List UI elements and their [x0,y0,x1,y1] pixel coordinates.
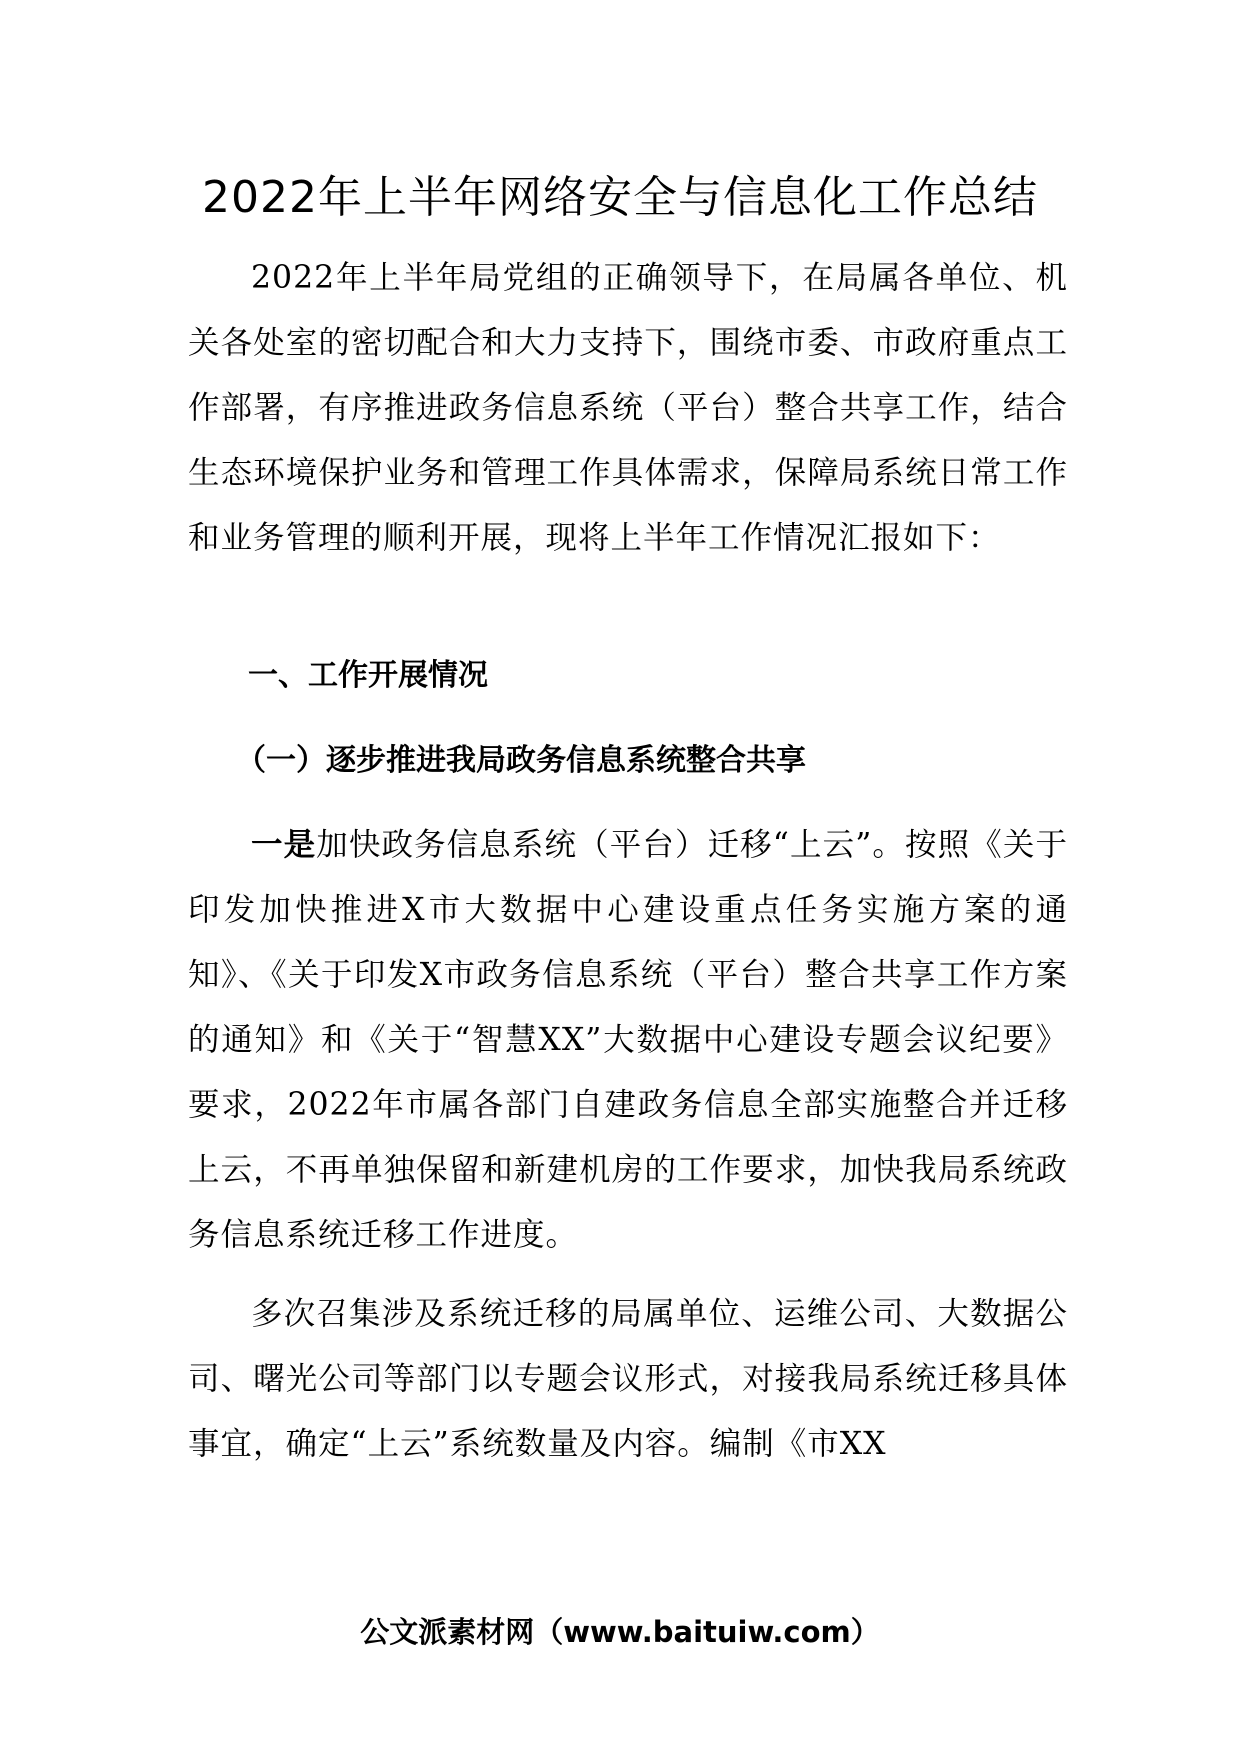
body-paragraph: 多次召集涉及系统迁移的局属单位、运维公司、大数据公司、曙光公司等部门以专题会议形式，对接我局系统迁移具体事宜，确定“上云”系统数量及内容。编制《市XX [188,1296,1068,1462]
section-heading: 一、工作开展情况 [248,658,488,693]
document-title: 2022年上半年网络安全与信息化工作总结 [202,172,1038,223]
footer-source: 公文派素材网（www.baituiw.com） [360,1615,880,1649]
item-text: 加快政务信息系统（平台）迁移“上云”。按照《关于印发加快推进X市大数据中心建设重点任务实施方案的通知》、《关于印发X市政务信息系统（平台）整合共享工作方案的通知》和《关于“智慧XX”大数据中心建设专题会议纪要》要求，2022年市属各部门自建政务信息全部实施整合并迁移上云，不再单独保留和新建机房的工作要求，加快我局系统政务信息系统迁移工作进度。 [188,827,1068,1253]
item-paragraph [188,813,1068,1268]
subsection-heading: （一）逐步推进我局政务信息系统整合共享 [236,743,806,778]
item-lead: 一是 [251,827,317,863]
intro-paragraph: 2022年上半年局党组的正确领导下，在局属各单位、机关各处室的密切配合和大力支持下，围绕市委、市政府重点工作部署，有序推进政务信息系统（平台）整合共享工作，结合生态环境保护业务和管理工作具体需求，保障局系统日常工作和业务管理的顺利开展，现将上半年工作情况汇报如下： [188,260,1068,556]
